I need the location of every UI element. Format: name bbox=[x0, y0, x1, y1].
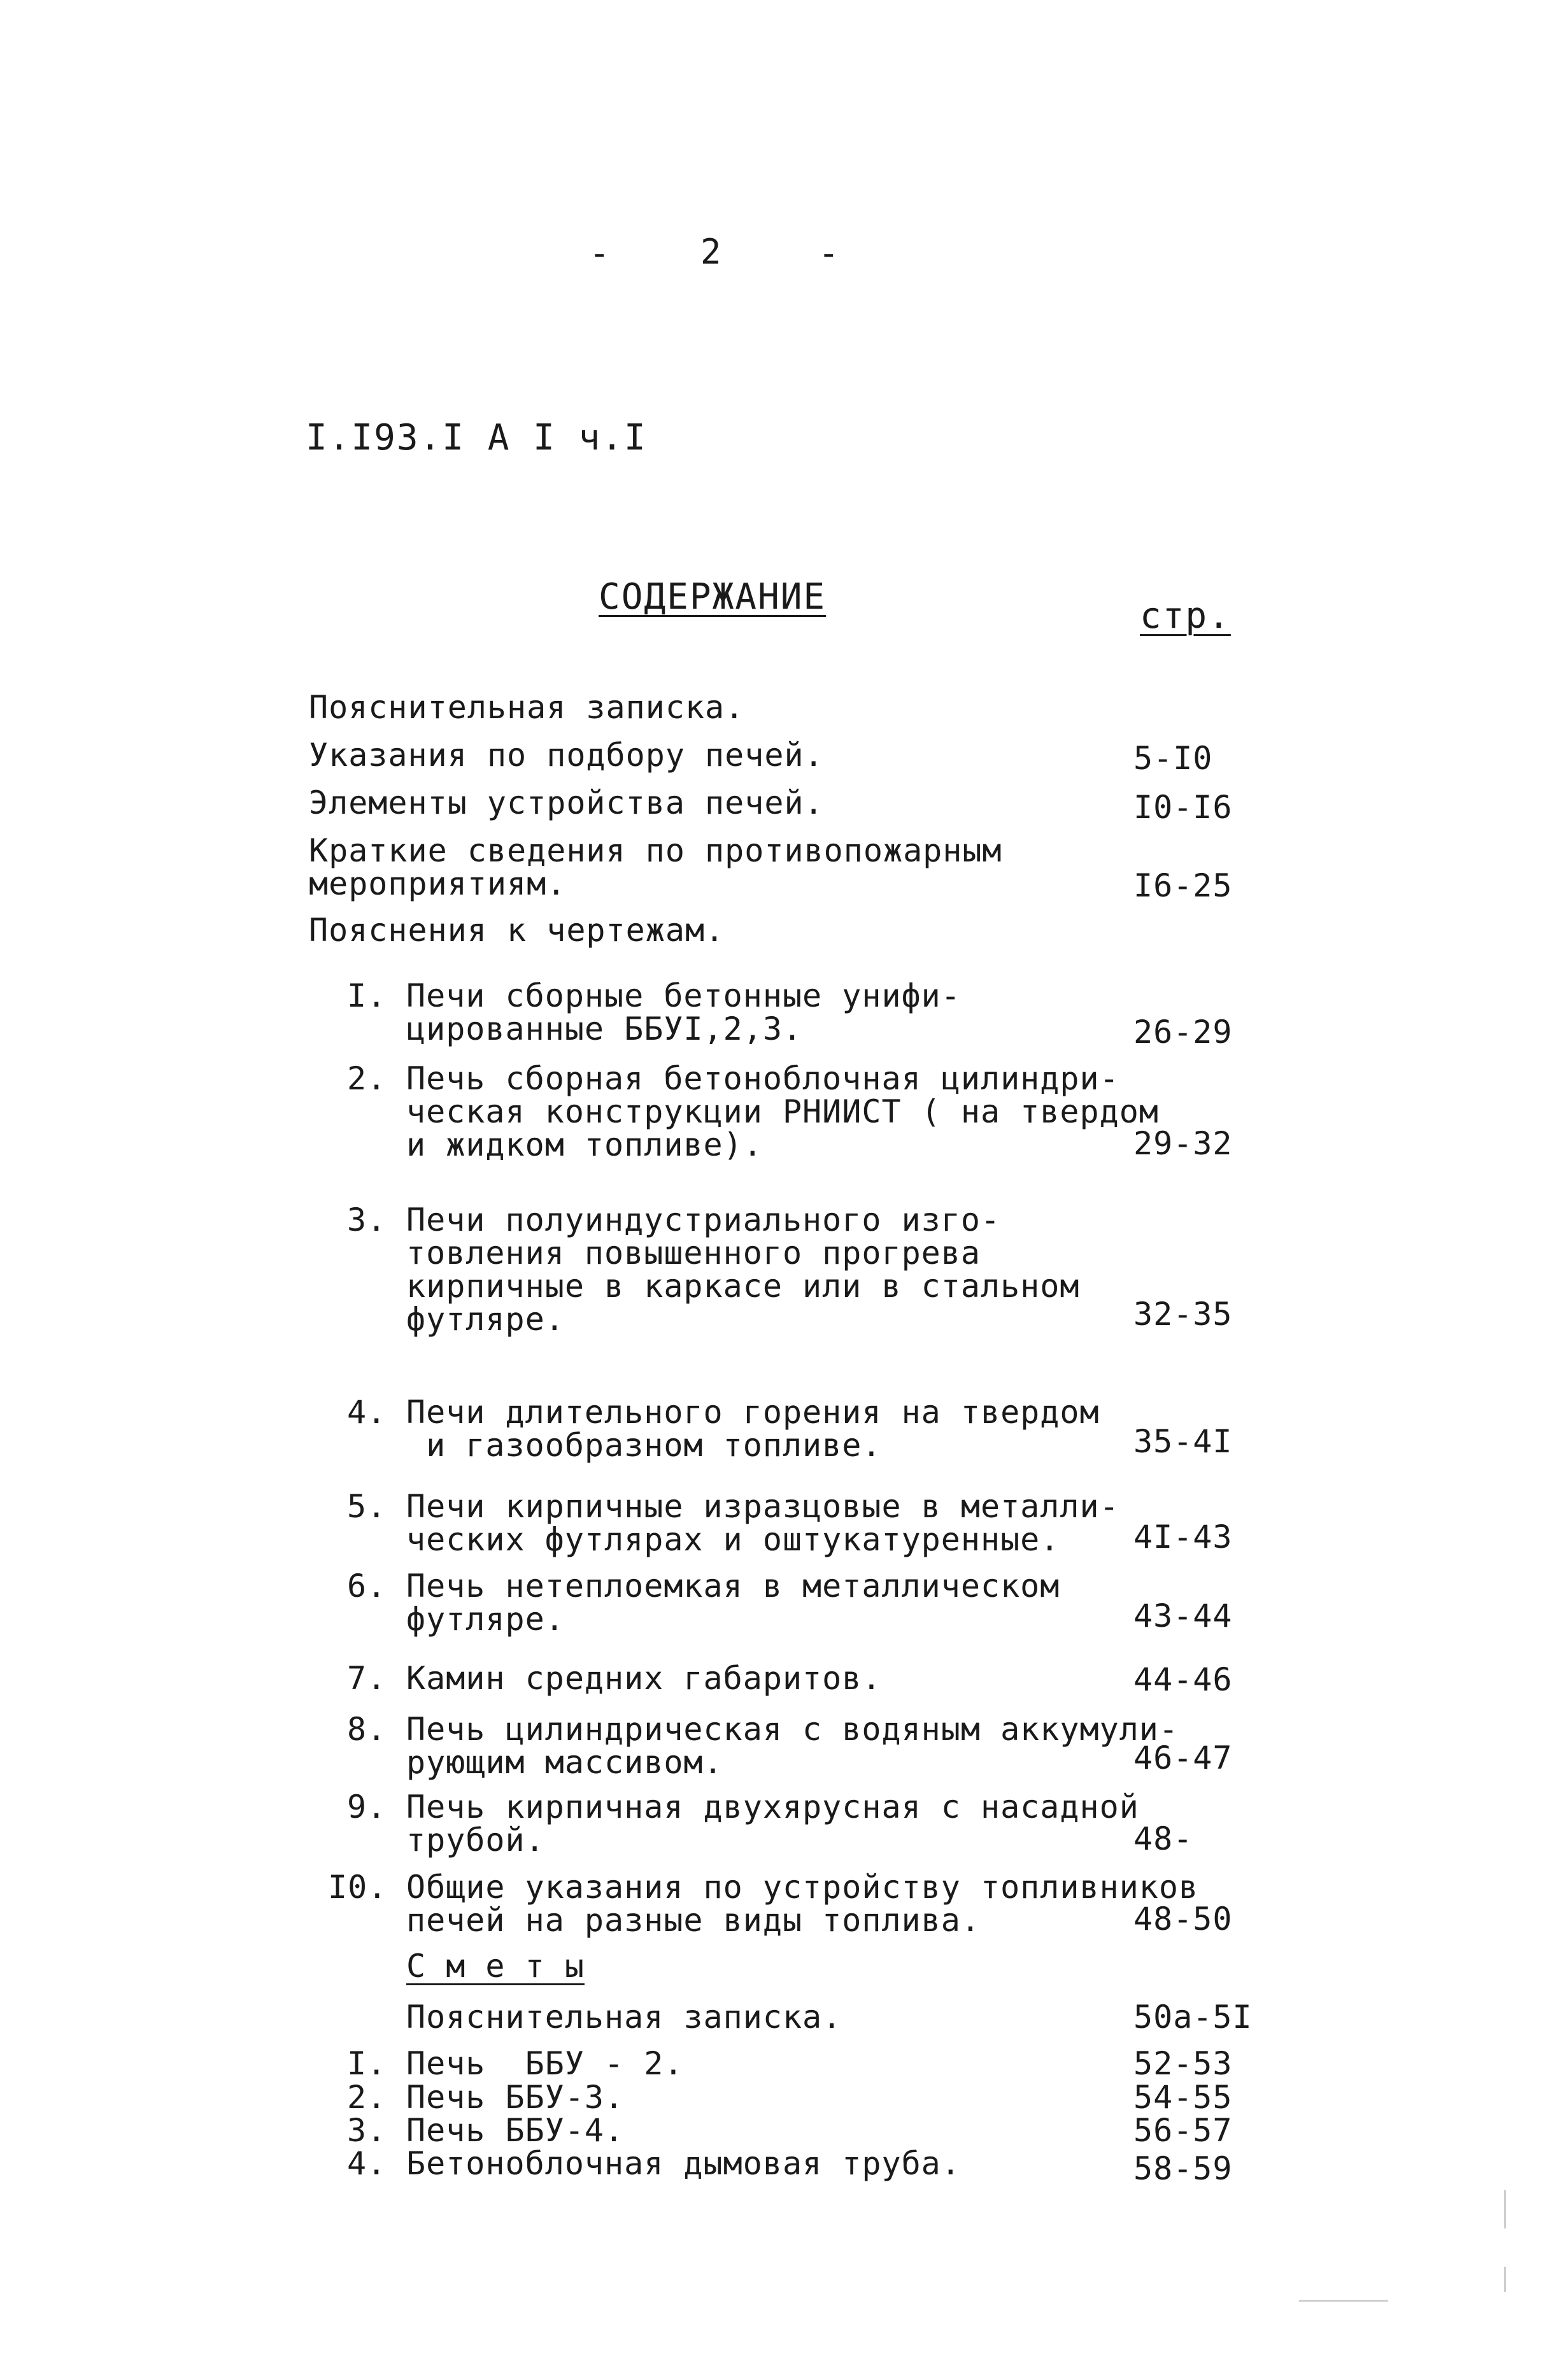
drawing-pages-9: 48- bbox=[1133, 1820, 1193, 1857]
estimate-item-2: Печь ББУ-3. bbox=[406, 2079, 625, 2116]
drawing-item-9: Печь кирпичная двухярусная с насадной трубой. bbox=[406, 1789, 1139, 1859]
drawing-num-3: 3. bbox=[347, 1201, 387, 1238]
drawing-item-1: Печи сборные бетонные унифи- цированные ББУI,2,3. bbox=[406, 977, 961, 1047]
drawing-num-1: I. bbox=[347, 977, 387, 1014]
drawing-pages-3: 32-35 bbox=[1133, 1296, 1233, 1333]
toc-item-explanatory-note: Пояснительная записка. bbox=[309, 689, 745, 726]
scan-mark bbox=[1504, 2190, 1506, 2228]
drawing-pages-5: 4I-43 bbox=[1133, 1519, 1233, 1555]
drawing-pages-10: 48-50 bbox=[1133, 1901, 1233, 1937]
estimate-num-4: 4. bbox=[347, 2145, 387, 2182]
drawing-num-7: 7. bbox=[347, 1660, 387, 1697]
toc-item-stove-elements-pages: I0-I6 bbox=[1133, 789, 1233, 826]
contents-title: СОДЕРЖАНИЕ bbox=[599, 576, 827, 618]
estimates-heading: С м е т ы bbox=[406, 1948, 585, 1985]
page-number-dash-right: - bbox=[818, 233, 839, 273]
drawing-pages-1: 26-29 bbox=[1133, 1014, 1233, 1051]
drawing-item-10: Общие указания по устройству топливников печей на разные виды топлива. bbox=[406, 1869, 1199, 1939]
page-number: 2 bbox=[700, 232, 721, 272]
drawing-pages-7: 44-46 bbox=[1133, 1661, 1233, 1698]
drawing-num-4: 4. bbox=[347, 1394, 387, 1431]
drawing-num-8: 8. bbox=[347, 1711, 387, 1748]
estimates-note-pages: 50а-5I bbox=[1133, 1999, 1253, 2036]
page-column-header: стр. bbox=[1140, 595, 1231, 637]
drawing-num-2: 2. bbox=[347, 1060, 387, 1097]
estimate-pages-2: 54-55 bbox=[1133, 2079, 1233, 2116]
toc-item-fire-safety: Краткие сведения по противопожарным мероприятиям. bbox=[309, 832, 1002, 902]
drawing-num-9: 9. bbox=[347, 1789, 387, 1825]
toc-item-stove-elements: Элементы устройства печей. bbox=[309, 784, 824, 821]
toc-item-fire-safety-pages: I6-25 bbox=[1133, 867, 1233, 904]
estimate-pages-4: 58-59 bbox=[1133, 2150, 1233, 2187]
drawing-num-5: 5. bbox=[347, 1488, 387, 1525]
estimate-num-2: 2. bbox=[347, 2079, 387, 2116]
estimate-item-4: Бетоноблочная дымовая труба. bbox=[406, 2145, 961, 2182]
toc-item-stove-selection: Указания по подбору печей. bbox=[309, 737, 824, 774]
drawing-pages-8: 46-47 bbox=[1133, 1739, 1233, 1776]
drawing-item-2: Печь сборная бетоноблочная цилиндри- ческая конструкции РНИИСТ ( на твердом и жидком топливе). bbox=[406, 1060, 1159, 1163]
toc-item-stove-selection-pages: 5-I0 bbox=[1133, 740, 1213, 777]
drawing-pages-2: 29-32 bbox=[1133, 1125, 1233, 1162]
document-code: I.I93.I A I ч.I bbox=[306, 417, 647, 458]
page-number-dash-left: - bbox=[589, 233, 610, 273]
estimate-item-3: Печь ББУ-4. bbox=[406, 2112, 625, 2149]
estimates-note: Пояснительная записка. bbox=[406, 1999, 842, 2036]
drawing-pages-6: 43-44 bbox=[1133, 1597, 1233, 1634]
estimate-num-3: 3. bbox=[347, 2112, 387, 2149]
drawing-item-3: Печи полуиндустриального изго- товления повышенного прогрева кирпичные в каркасе или в стальном футляре. bbox=[406, 1201, 1080, 1338]
drawing-item-7: Камин средних габаритов. bbox=[406, 1660, 882, 1697]
estimate-item-1: Печь ББУ - 2. bbox=[406, 2045, 684, 2082]
estimate-pages-1: 52-53 bbox=[1133, 2045, 1233, 2082]
drawing-item-4: Печи длительного горения на твердом и газообразном топливе. bbox=[406, 1394, 1100, 1464]
scan-mark bbox=[1504, 2267, 1506, 2292]
drawing-pages-4: 35-4I bbox=[1133, 1423, 1233, 1460]
drawing-num-10: I0. bbox=[328, 1869, 388, 1906]
toc-item-drawing-notes: Пояснения к чертежам. bbox=[309, 912, 725, 949]
estimate-num-1: I. bbox=[347, 2045, 387, 2082]
drawing-item-5: Печи кирпичные изразцовые в металли- ческих футлярах и оштукатуренные. bbox=[406, 1488, 1119, 1558]
estimate-pages-3: 56-57 bbox=[1133, 2112, 1233, 2149]
drawing-num-6: 6. bbox=[347, 1568, 387, 1604]
scan-mark bbox=[1299, 2300, 1388, 2302]
drawing-item-8: Печь цилиндрическая с водяным аккумули- рующим массивом. bbox=[406, 1711, 1179, 1781]
drawing-item-6: Печь нетеплоемкая в металлическом футляре. bbox=[406, 1568, 1060, 1638]
